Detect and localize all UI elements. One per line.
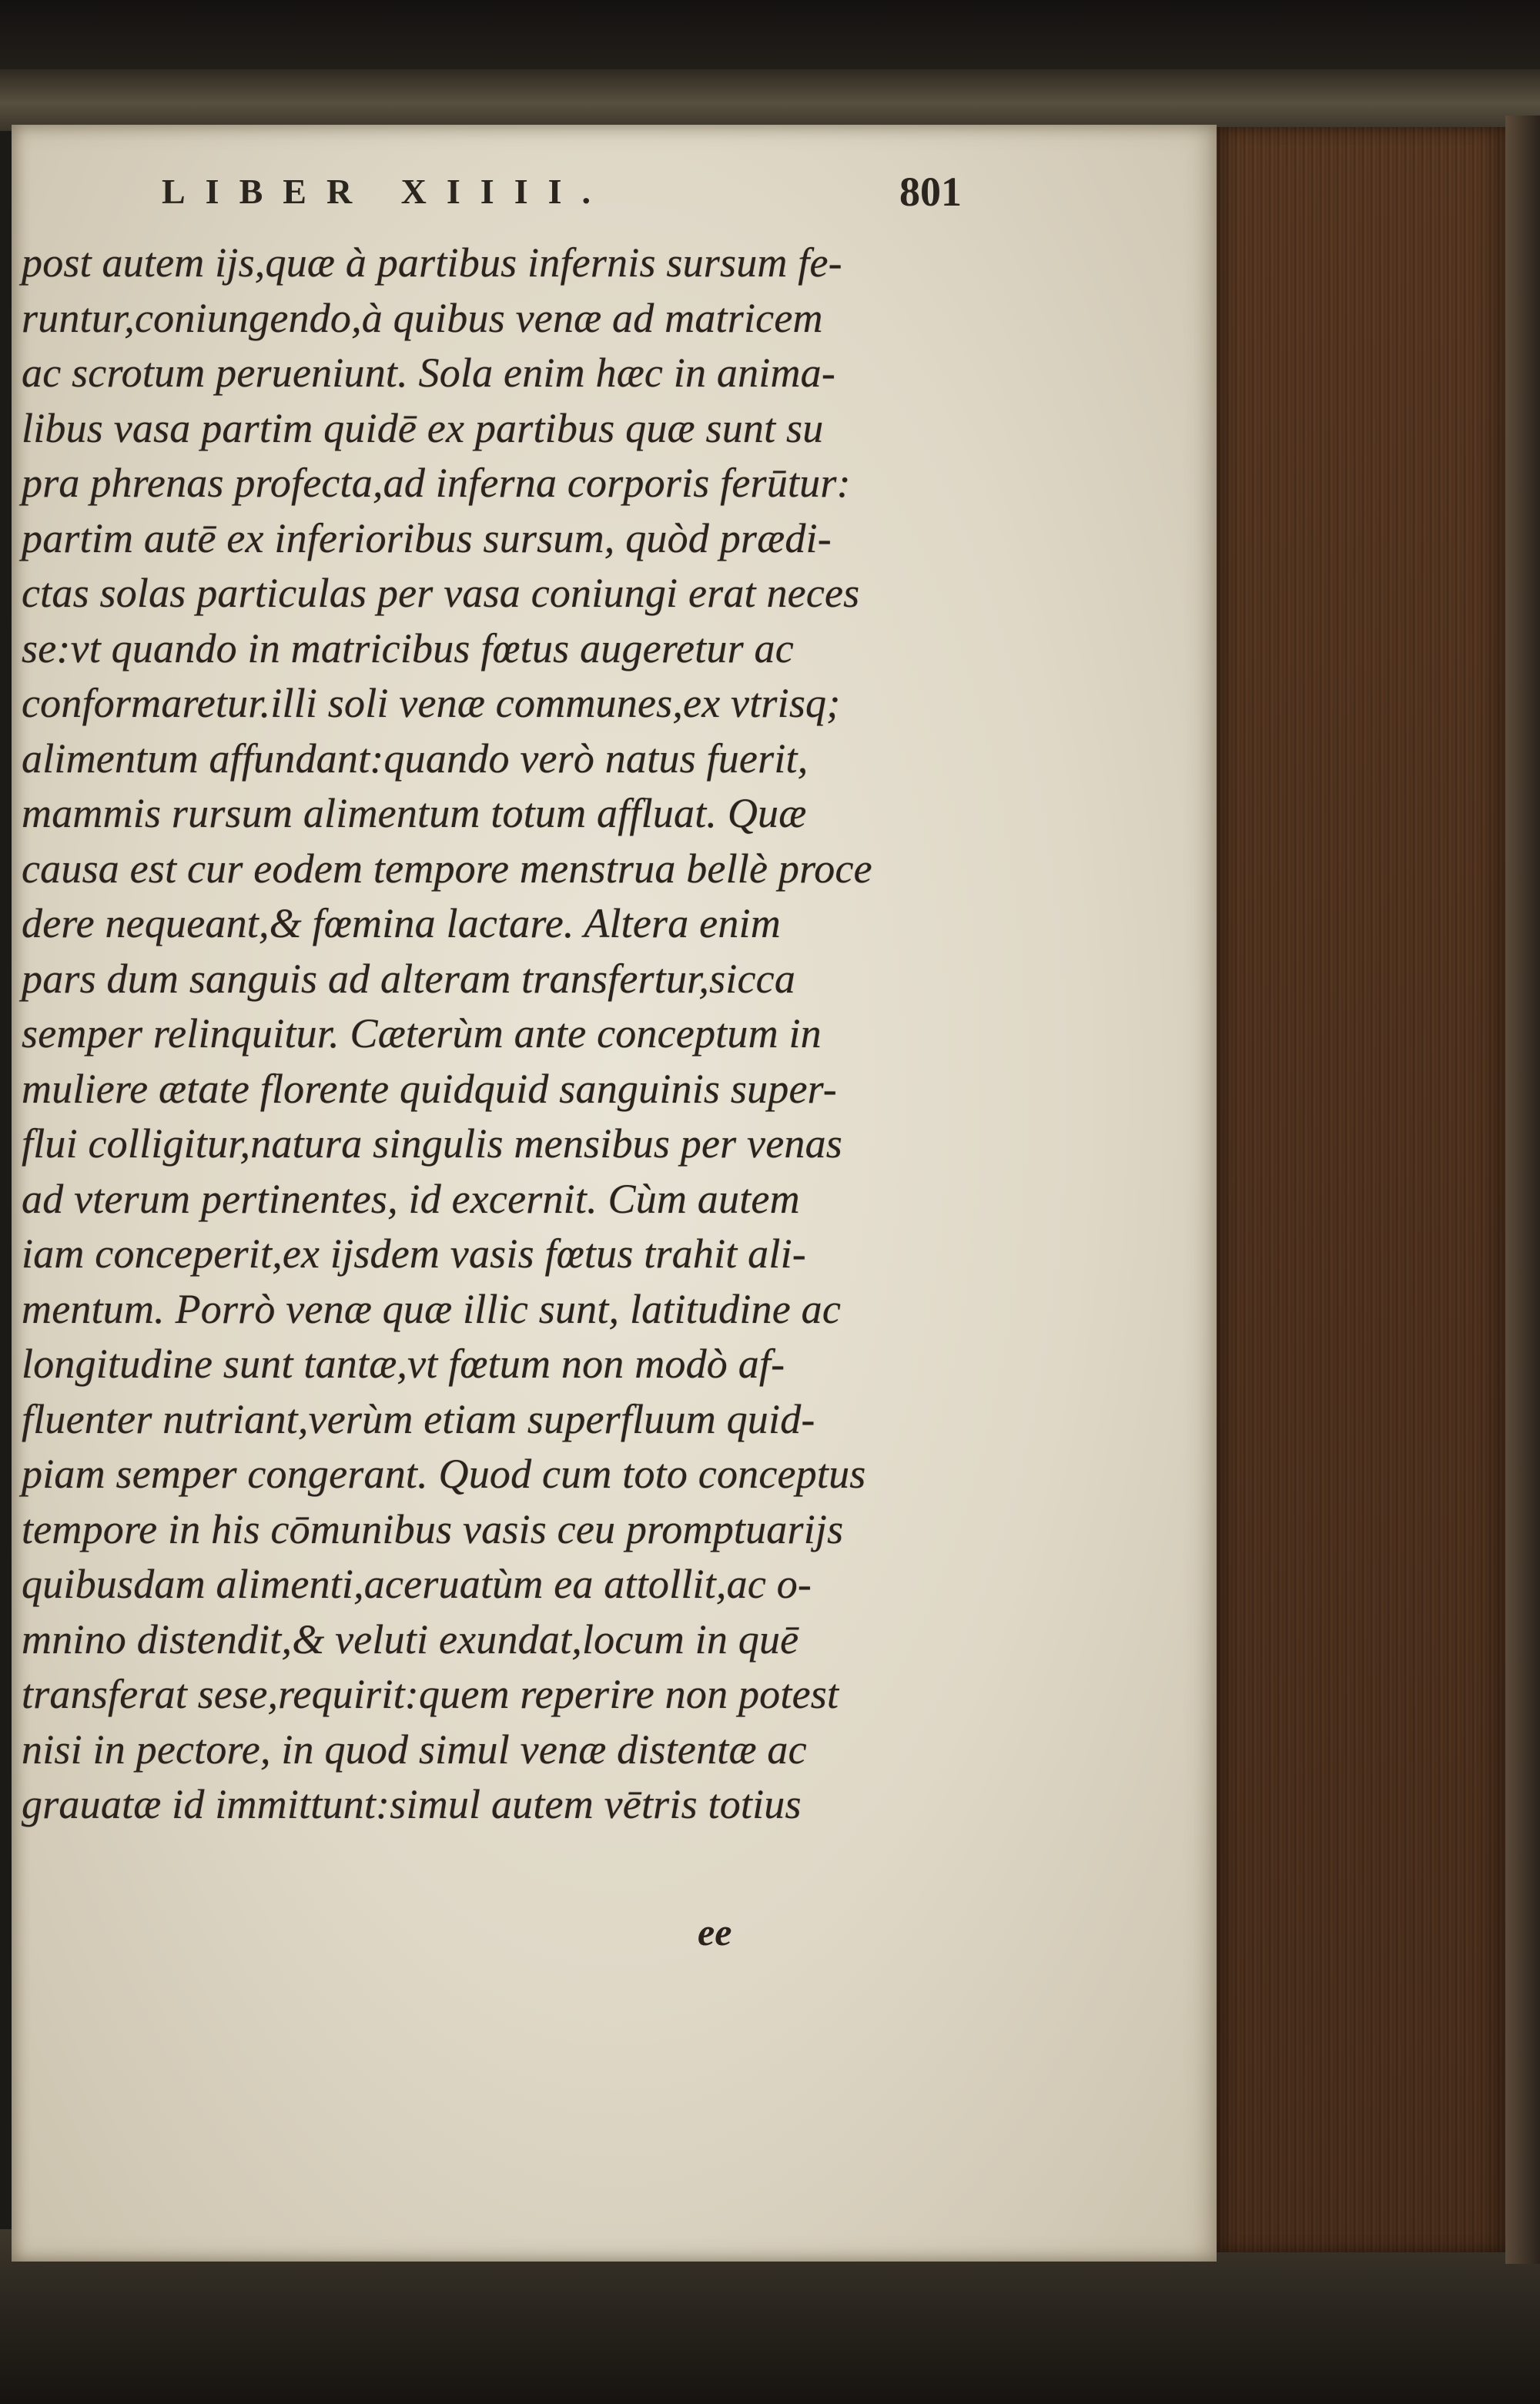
text-line: semper relinquitur. Cæterùm ante conceptum in bbox=[22, 1010, 822, 1056]
page-fore-edges bbox=[1215, 127, 1508, 2252]
text-line: quibusdam alimenti,aceruatùm ea attollit,ac o- bbox=[22, 1561, 812, 1607]
book-cover-edge bbox=[1505, 116, 1540, 2264]
text-line: flui colligitur,natura singulis mensibus per venas bbox=[22, 1120, 843, 1167]
text-line: grauatæ id immittunt:simul autem vētris totius bbox=[22, 1781, 802, 1827]
text-line: fluenter nutriant,verùm etiam superfluum quid- bbox=[22, 1395, 815, 1442]
text-line: tempore in his cōmunibus vasis ceu promptuarijs bbox=[22, 1505, 844, 1552]
text-line: alimentum affundant:quando verò natus fuerit, bbox=[22, 735, 808, 782]
text-line: mammis rursum alimentum totum affluat. Quæ bbox=[22, 790, 807, 836]
text-line: ad vterum pertinentes, id excernit. Cùm autem bbox=[22, 1175, 800, 1222]
text-line: causa est cur eodem tempore menstrua bellè proce bbox=[22, 845, 872, 892]
text-line: pra phrenas profecta,ad inferna corporis ferūtur: bbox=[22, 460, 851, 506]
text-line: muliere ætate florente quidquid sanguinis super- bbox=[22, 1065, 837, 1112]
text-line: ctas solas particulas per vasa coniungi erat neces bbox=[22, 570, 860, 616]
text-line: mnino distendit,& veluti exundat,locum in quē bbox=[22, 1616, 799, 1662]
text-line: partim autē ex inferioribus sursum, quòd prædi- bbox=[22, 514, 832, 561]
signature-mark: ee bbox=[698, 1910, 732, 1954]
text-line: dere nequeant,& fœmina lactare. Altera enim bbox=[22, 900, 781, 946]
text-line: mentum. Porrò venæ quæ illic sunt, latitudine ac bbox=[22, 1285, 841, 1332]
text-line: se:vt quando in matricibus fœtus augeretur ac bbox=[22, 624, 794, 671]
text-line: iam conceperit,ex ijsdem vasis fœtus trahit ali- bbox=[22, 1230, 806, 1277]
page-number: 801 bbox=[899, 169, 962, 215]
book-head-edge bbox=[0, 69, 1540, 131]
text-line: ac scrotum perueniunt. Sola enim hæc in anima- bbox=[22, 350, 836, 396]
text-line: nisi in pectore, in quod simul venæ distentæ ac bbox=[22, 1726, 807, 1773]
text-line: pars dum sanguis ad alteram transfertur,sicca bbox=[22, 955, 796, 1002]
body-text bbox=[22, 236, 946, 1833]
text-line: libus vasa partim quidē ex partibus quæ sunt su bbox=[22, 404, 824, 451]
text-line: longitudine sunt tantæ,vt fœtum non modò af- bbox=[22, 1341, 785, 1387]
text-line: post autem ijs,quæ à partibus infernis sursum fe- bbox=[22, 239, 842, 286]
text-line: piam semper congerant. Quod cum toto conceptus bbox=[22, 1451, 866, 1497]
text-line: conformaretur.illi soli venæ communes,ex vtrisq; bbox=[22, 680, 841, 726]
text-line: transferat sese,requirit:quem reperire non potest bbox=[22, 1671, 839, 1717]
running-head: LIBER XIIII. bbox=[162, 172, 611, 211]
text-line: runtur,coniungendo,à quibus venæ ad matricem bbox=[22, 294, 823, 341]
